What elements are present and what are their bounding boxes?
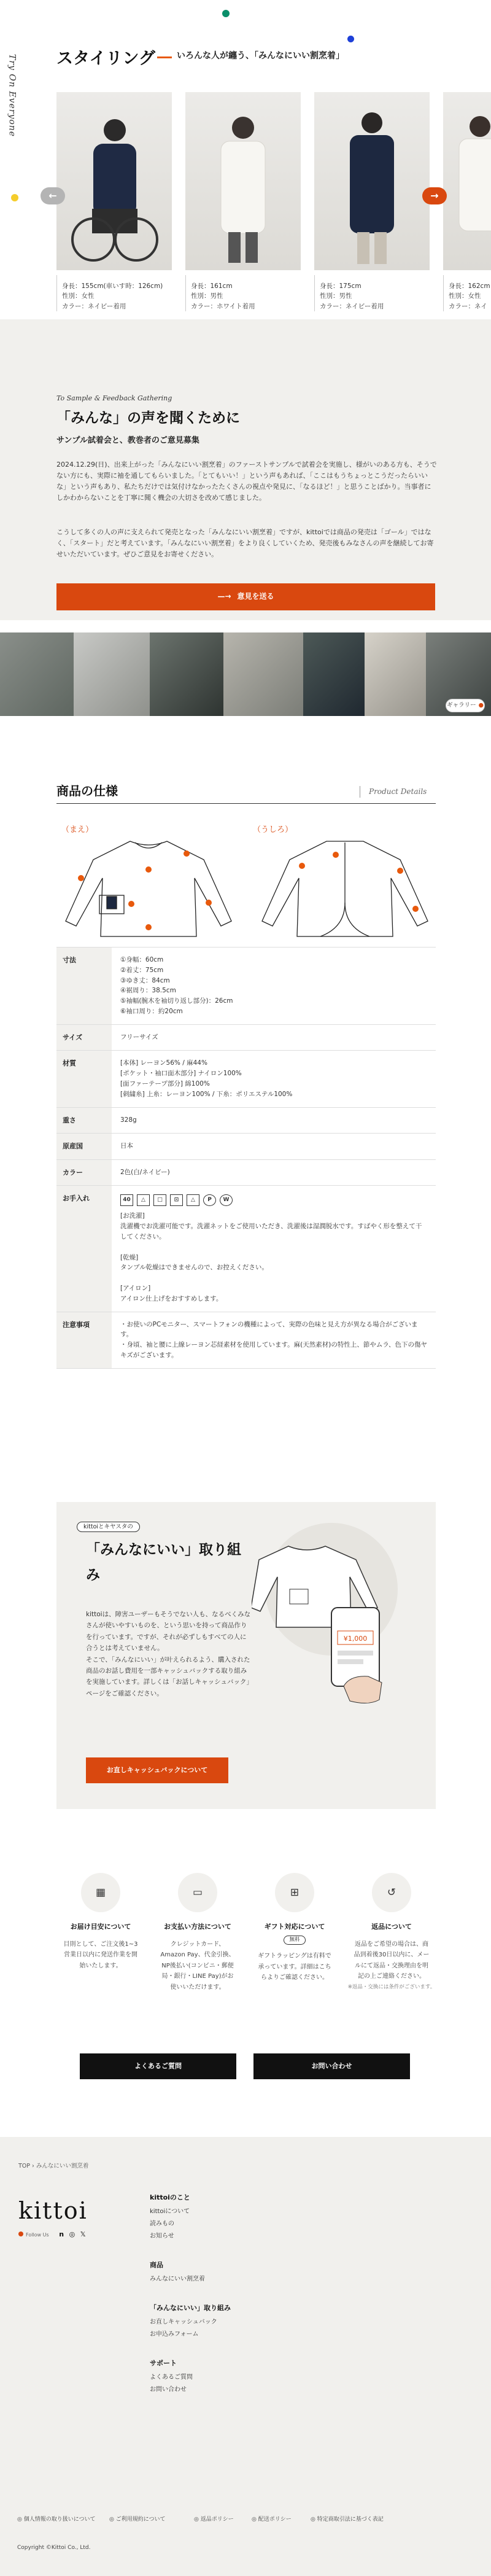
feature-gift: ⊞ ギフト対応について 無料 ギフトラッピングは有料で承っています。詳細はこちらよりご確認ください。 — [250, 1873, 339, 1993]
wet-clean-icon: W — [220, 1194, 233, 1206]
gallery-photo — [74, 632, 150, 716]
footer-link[interactable]: よくあるご質問 — [150, 2374, 193, 2381]
features — [56, 1873, 436, 1993]
gift-badge: 無料 — [284, 1936, 305, 1945]
calendar-icon: ▦ — [81, 1873, 120, 1912]
follow-label: Follow Us n ◎ 𝕏 — [18, 2229, 86, 2240]
care-icons — [120, 1194, 427, 1206]
feature-payment: ▭ お支払い方法について クレジットカード、Amazon Pay、代金引換、NP後払い(コンビニ・郵便局・銀行・LINE Pay)がお使いいただけます。 — [153, 1873, 242, 1993]
model-photo — [185, 92, 301, 270]
table-row: サイズ フリーサイズ — [56, 1025, 436, 1051]
styling-card: 身長：175cm 性別：男性 カラー：ネイビー着用 — [314, 92, 430, 311]
cashback-button[interactable]: お直しキャッシュバックについて — [86, 1757, 228, 1783]
footer-link[interactable]: お申込みフォーム — [150, 2331, 199, 2338]
garment-diagram — [56, 835, 436, 943]
legal-link[interactable]: ◎ ご利用規約について — [109, 2516, 166, 2523]
gallery-photo — [0, 632, 74, 716]
footer-link[interactable]: お問い合わせ — [150, 2386, 187, 2393]
prev-arrow-button[interactable] — [41, 187, 65, 204]
table-row: 重さ 328g — [56, 1108, 436, 1134]
footer-heading[interactable]: サポート — [150, 2359, 177, 2367]
decor-dot-yellow — [11, 194, 18, 201]
footer-link[interactable]: みんなにいい割烹着 — [150, 2276, 205, 2282]
feedback-subtitle: サンプル試着会と、教巻者のご意見募集 — [56, 436, 199, 445]
footer-link[interactable]: お知らせ — [150, 2233, 174, 2239]
back-label: （うしろ） — [253, 825, 293, 835]
x-icon[interactable]: 𝕏 — [80, 2230, 86, 2238]
cashback-illustration — [252, 1522, 436, 1718]
arrow-left-icon: ← — [48, 190, 57, 201]
styling-card: 身長：155cm(車いす時：126cm) 性別：女性 カラー：ネイビー着用 — [56, 92, 172, 311]
gallery-photo — [303, 632, 365, 716]
gift-icon: ⊞ — [275, 1873, 314, 1912]
photo-gallery — [0, 632, 491, 716]
arrow-right-icon: ● — [478, 702, 484, 709]
arrow-right-icon: —→ — [217, 592, 231, 601]
side-script: Try On Everyone — [7, 54, 17, 138]
table-row: お手入れ 40 △ □ ⊡ △ P W [お洗濯] 洗濯機でお洗濯可能です。洗濯ネットをご使用いただき、洗濯後は湿潤脱水です。すばやく形を整えて干してください。 [乾燥] タンブル乾燥はできませんので、お控えください。 [アイロン] アイロン仕上げをおすすめします。 — [56, 1186, 436, 1312]
legal-link[interactable]: ◎ 返品ポリシー — [194, 2516, 234, 2523]
divider — [56, 803, 436, 804]
gallery-photo — [223, 632, 303, 716]
title-dash — [157, 56, 172, 58]
wash-icon: 40 — [120, 1194, 133, 1206]
feedback-title: 「みんな」の声を聞くために — [56, 410, 240, 426]
card-icon: ▭ — [178, 1873, 217, 1912]
section-title: スタイリング — [56, 49, 155, 68]
table-row: 材質 [本体] レーヨン56% / 麻44% [ポケット・袖口面木部分] ナイロン100% [面ファーテープ部分] 綿100% [刺繍糸] 上糸：レーヨン100% / 下糸：ポリエステル100% — [56, 1051, 436, 1107]
faq-button[interactable]: よくあるご質問 — [80, 2053, 236, 2079]
copyright: Copyright ©Kittoi Co., Ltd. — [17, 2545, 91, 2551]
model-photo — [443, 92, 491, 270]
feature-delivery: ▦ お届け目安について 目則として、ご注文後1~3営業日以内に発送作業を開始いたします。 — [56, 1873, 145, 1993]
decor-dot-green — [222, 10, 230, 17]
note-icon[interactable]: n — [59, 2230, 64, 2238]
spec-title: 商品の仕様 — [56, 784, 118, 798]
footer-heading[interactable]: 商品 — [150, 2261, 163, 2269]
front-label: （まえ） — [61, 825, 94, 835]
spec-script: Product Details — [360, 786, 427, 798]
send-feedback-button[interactable]: —→ 意見を送る — [56, 583, 435, 610]
feedback-paragraph: こうして多くの人の声に支えられて発売となった「みんなにいい割烹着」ですが、kittoiでは商品の発売は「ゴール」ではなく、「スタート」だと考えています。「みんなにいい割烹着」をより良くしていくため、発売後もみなさんの声を継続してお寄せいただいています。ぜひご意見をお寄せください。 — [56, 528, 434, 559]
tumble-dry-icon: ⊡ — [170, 1194, 183, 1206]
instagram-icon[interactable]: ◎ — [69, 2230, 75, 2238]
dry-clean-icon: P — [203, 1194, 216, 1206]
footer-heading[interactable]: 「みんなにいい」取り組み — [150, 2304, 231, 2312]
table-row: カラー 2色(白/ネイビー) — [56, 1160, 436, 1186]
cashback-title: 「みんなにいい」取り組 み — [86, 1542, 241, 1584]
kittoi-logo[interactable]: kittoi — [18, 2197, 88, 2224]
breadcrumb[interactable]: TOP › みんなにいい割烹着 — [18, 2163, 89, 2169]
table-row: 寸法 ①身幅：60cm ②着丈：75cm ③ゆき丈：84cm ④裾周り：38.5cm ⑤袖幅(腕木を袖切り返し部分)：26cm ⑥袖口周り：約20cm — [56, 948, 436, 1025]
dry-icon: □ — [153, 1194, 166, 1206]
footer-link[interactable]: お直しキャッシュバック — [150, 2319, 217, 2325]
svg-text:¥1,000: ¥1,000 — [343, 1635, 368, 1643]
styling-card: 身長：162cm 性別：女性 カラー：ネイ — [443, 92, 491, 311]
decor-dot-blue — [347, 36, 354, 42]
spec-table — [56, 947, 436, 1369]
feedback-script: To Sample & Feedback Gathering — [56, 394, 172, 402]
gallery-photo — [365, 632, 426, 716]
legal-link[interactable]: ◎ 個人情報の取り扱いについて — [17, 2516, 96, 2523]
model-photo — [314, 92, 430, 270]
return-icon: ↺ — [372, 1873, 411, 1912]
footer-link[interactable]: 読みもの — [150, 2220, 174, 2227]
cashback-paragraph: kittoiは、障害ユーザーもそうでない人も、なるべくみなさんが使いやすいものを、という思いを持って商品作りを行っています。ですが、それが必ずしもすべての人に合うとは考えていません。 そこで、「みんなにいい」が叶えられるよう、購入された商品のお話し費用を一部キャッシュバックする取り組みを実施しています。詳しくは「お話しキャッシュバック」ページをご確認ください。 — [86, 1611, 251, 1697]
footer-link[interactable]: kittoiについて — [150, 2208, 190, 2215]
feedback-paragraph: 2024.12.29(日)、出来上がった「みんなにいい割烹着」のファーストサンプルで試着会を実施し、様がいのある方も、そうでない方にも、実際に袖を通してもらいました。「とてもいい！」という声もあれば、「ここはもうちょっとこうだったらいいな」という声もあり、私たちだけでは気付けなかったたくさんの視点や発見に、「なるほど！」と思うことばかり。当事者にしかわからないことを丁寧に聞く機会の大切さを改めて感じました。 — [56, 461, 437, 502]
table-row: 原産国 日本 — [56, 1134, 436, 1160]
cashback-badge: kittoiとキヤスタの — [77, 1522, 140, 1532]
feature-return: ↺ 返品について 返品をご希望の場合は、商品到着後30日以内に、メールにて返品・交換理由を明記の上ご連絡ください。 ※返品・交換には条件がございます。 — [347, 1873, 436, 1993]
legal-link[interactable]: ◎ 特定商取引法に基づく表記 — [311, 2516, 384, 2523]
section-subtitle: いろんな人が纏う、「みんなにいい割烹着」 — [177, 51, 344, 61]
arrow-right-icon: → — [430, 190, 439, 201]
table-row: 注意事項 ・お使いのPCモニター、スマートフォンの機種によって、実際の色味と見え方が異なる場合がございます。 ・身頃、袖と腰に上線レーヨン芯経素材を使用しています。麻(天然素材)の特性上、節やムラ、色下の傷ヤキズがございます。 — [56, 1312, 436, 1369]
next-arrow-button[interactable] — [422, 187, 447, 204]
model-photo — [56, 92, 172, 270]
contact-button[interactable]: お問い合わせ — [253, 2053, 410, 2079]
gallery-button[interactable]: ギャラリー ● — [446, 699, 485, 712]
gallery-photo — [150, 632, 223, 716]
footer-heading[interactable]: kittoiのこと — [150, 2193, 190, 2201]
legal-link[interactable]: ◎ 配送ポリシー — [252, 2516, 292, 2523]
styling-card: 身長：161cm 性別：男性 カラー：ホワイト着用 — [185, 92, 301, 311]
iron-icon: △ — [187, 1194, 199, 1206]
styling-section — [0, 0, 491, 319]
bleach-icon: △ — [137, 1194, 150, 1206]
